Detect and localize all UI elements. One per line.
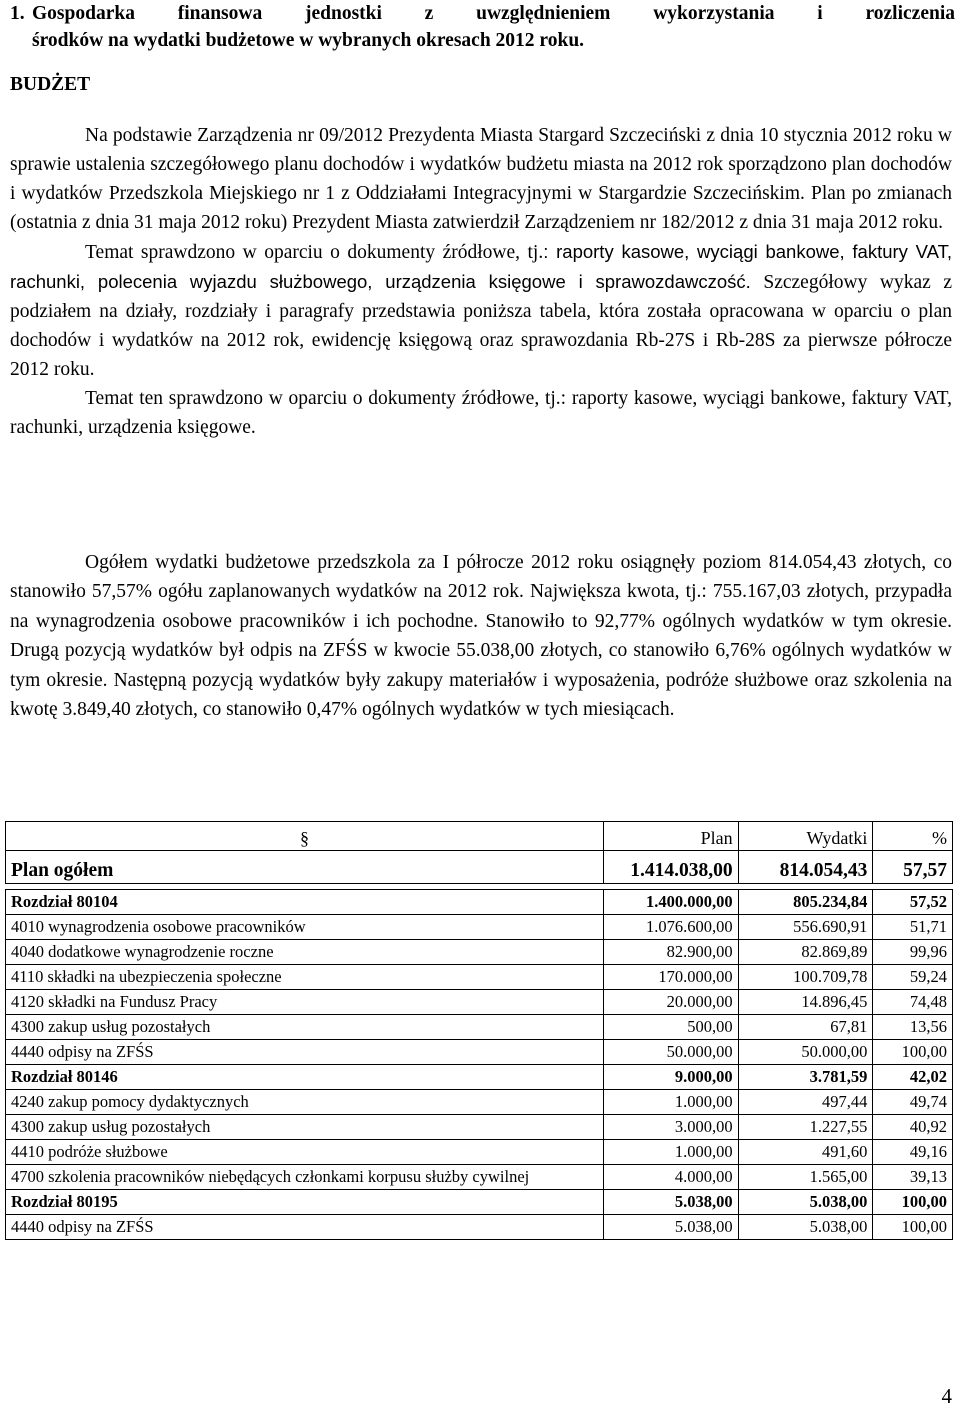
- row-plan: 1.076.600,00: [603, 915, 738, 940]
- row-expenses: 805.234,84: [738, 890, 873, 915]
- table-row: [6, 1015, 953, 1040]
- table-row: [6, 1115, 953, 1140]
- sources-list-text: : raporty kasowe, wyciągi bankowe, faktury VAT, rachunki, polecenia wyjazdu służbowego, urządzenia księgowe i sprawozdawczość.: [10, 241, 952, 292]
- section-heading-text-1: Gospodarka finansowa jednostki z uwzględnieniem wykorzystania i rozliczenia: [32, 3, 955, 24]
- budget-subheading: BUDŻET: [10, 74, 91, 95]
- paragraph-plan: [10, 121, 952, 442]
- budget-table: [5, 821, 953, 1240]
- page-number: 4: [941, 1384, 952, 1408]
- header-percent: %: [873, 822, 953, 851]
- table-header-row: [6, 822, 953, 851]
- row-percent: 42,02: [873, 1065, 953, 1090]
- row-label: 4240 zakup pomocy dydaktycznych: [6, 1090, 604, 1115]
- row-percent: 49,16: [873, 1140, 953, 1165]
- row-plan: 50.000,00: [603, 1040, 738, 1065]
- table-chapter-row: [6, 890, 953, 915]
- row-label: 4410 podróże służbowe: [6, 1140, 604, 1165]
- table-row: [6, 1090, 953, 1115]
- sources-lead-text: Temat sprawdzono w oparciu o dokumenty źródłowe, tj.: [85, 242, 544, 263]
- table-row: [6, 990, 953, 1015]
- row-label: 4440 odpisy na ZFŚS: [6, 1215, 604, 1240]
- row-plan: 5.038,00: [603, 1215, 738, 1240]
- row-plan: 9.000,00: [603, 1065, 738, 1090]
- total-plan: 1.414.038,00: [603, 851, 738, 884]
- table-row: [6, 1140, 953, 1165]
- plan-basis-text: Na podstawie Zarządzenia nr 09/2012 Prezydenta Miasta Stargard Szczeciński z dnia 10 stycznia 2012 roku w sprawie ustalenia szczegółowego planu dochodów i wydatków budżetu miasta na 2012 rok sporządzono plan dochodów i wydatków Przedszkola Miejskiego nr 1 z Oddziałami Integracyjnymi w Stargardzie Szczecińskim.: [10, 125, 952, 204]
- summary-text: Ogółem wydatki budżetowe przedszkola za I półrocze 2012 roku osiągnęły poziom 814.054,43 złotych, co stanowiło 57,57% ogółu zaplanowanych wydatków na 2012 rok. Największa kwota, tj.: 755.167,03 złotych, przypadła na wynagrodzenia osobowe pracowników i ich pochodne. Stanowiło to 92,77% ogólnych wydatków w tym okresie. Drugą pozycją wydatków był odpis na ZFŚS w kwocie 55.038,00 złotych, co stanowiło 6,76% ogólnych wydatków w tym okresie. Następną pozycją wydatków były zakupy materiałów i wyposażenia, podróże służbowe oraz szkolenia na kwotę 3.849,40 złotych, co stanowiło 0,47% ogólnych wydatków w tych miesiącach.: [10, 552, 952, 721]
- row-percent: 100,00: [873, 1190, 953, 1215]
- table-row: [6, 965, 953, 990]
- table-total-row: [6, 851, 953, 884]
- row-percent: 49,74: [873, 1090, 953, 1115]
- row-expenses: 491,60: [738, 1140, 873, 1165]
- row-plan: 82.900,00: [603, 940, 738, 965]
- row-percent: 74,48: [873, 990, 953, 1015]
- row-label: 4300 zakup usług pozostałych: [6, 1115, 604, 1140]
- row-percent: 57,52: [873, 890, 953, 915]
- plan-changes-text: Plan po zmianach (ostatnia z dnia 31 maja 2012 roku) Prezydent Miasta zatwierdził Zarządzeniem nr 182/2012 z dnia 31 maja 2012 roku.: [10, 183, 953, 233]
- row-label: Rozdział 80146: [6, 1065, 604, 1090]
- row-expenses: 5.038,00: [738, 1190, 873, 1215]
- row-label: 4120 składki na Fundusz Pracy: [6, 990, 604, 1015]
- row-label: 4700 szkolenia pracowników niebędących członkami korpusu służby cywilnej: [6, 1165, 604, 1190]
- row-expenses: 556.690,91: [738, 915, 873, 940]
- table-row: [6, 940, 953, 965]
- section-heading: [10, 0, 955, 54]
- row-expenses: 100.709,78: [738, 965, 873, 990]
- row-expenses: 67,81: [738, 1015, 873, 1040]
- row-plan: 5.038,00: [603, 1190, 738, 1215]
- row-expenses: 50.000,00: [738, 1040, 873, 1065]
- section-heading-line2: środków na wydatki budżetowe w wybranych okresach 2012 roku.: [32, 30, 585, 51]
- row-expenses: 3.781,59: [738, 1065, 873, 1090]
- row-expenses: 1.227,55: [738, 1115, 873, 1140]
- row-percent: 40,92: [873, 1115, 953, 1140]
- row-percent: 59,24: [873, 965, 953, 990]
- header-paragraph-symbol: §: [6, 822, 604, 851]
- row-label: 4010 wynagrodzenia osobowe pracowników: [6, 915, 604, 940]
- row-label: Rozdział 80195: [6, 1190, 604, 1215]
- table-row: [6, 1165, 953, 1190]
- row-expenses: 497,44: [738, 1090, 873, 1115]
- header-plan: Plan: [603, 822, 738, 851]
- total-percent: 57,57: [873, 851, 953, 884]
- row-percent: 39,13: [873, 1165, 953, 1190]
- row-expenses: 82.869,89: [738, 940, 873, 965]
- row-plan: 1.400.000,00: [603, 890, 738, 915]
- paragraph-summary: [10, 548, 952, 724]
- header-expenses: Wydatki: [738, 822, 873, 851]
- table-row: [6, 915, 953, 940]
- row-label: 4440 odpisy na ZFŚS: [6, 1040, 604, 1065]
- section-number: 1.: [10, 3, 25, 24]
- row-label: Rozdział 80104: [6, 890, 604, 915]
- row-plan: 20.000,00: [603, 990, 738, 1015]
- paragraph-plan-intro: [10, 121, 952, 237]
- row-percent: 13,56: [873, 1015, 953, 1040]
- table-description-text: Szczegółowy wykaz z podziałem na działy, rozdziały i paragrafy przedstawia poniższa tabela, która została opracowana w oparciu o plan dochodów i wydatków na 2012 rok, ewidencję księgową oraz sprawozdania Rb-27S i Rb-28S za pierwsze półrocze 2012 roku.: [10, 272, 953, 380]
- paragraph-sources: [10, 237, 952, 384]
- total-expenses: 814.054,43: [738, 851, 873, 884]
- row-plan: 1.000,00: [603, 1090, 738, 1115]
- row-plan: 3.000,00: [603, 1115, 738, 1140]
- row-plan: 500,00: [603, 1015, 738, 1040]
- section-heading-line1: [10, 0, 955, 27]
- row-percent: 100,00: [873, 1215, 953, 1240]
- row-percent: 99,96: [873, 940, 953, 965]
- row-plan: 4.000,00: [603, 1165, 738, 1190]
- table-row: [6, 1215, 953, 1240]
- table-row: [6, 1040, 953, 1065]
- row-percent: 51,71: [873, 915, 953, 940]
- paragraph-sources-2: Temat ten sprawdzono w oparciu o dokumenty źródłowe, tj.: raporty kasowe, wyciągi bankowe, faktury VAT, rachunki, urządzenia księgowe.: [10, 388, 952, 438]
- row-expenses: 5.038,00: [738, 1215, 873, 1240]
- table-chapter-row: [6, 1065, 953, 1090]
- row-expenses: 1.565,00: [738, 1165, 873, 1190]
- total-label: Plan ogółem: [6, 851, 604, 884]
- row-label: 4300 zakup usług pozostałych: [6, 1015, 604, 1040]
- row-label: 4040 dodatkowe wynagrodzenie roczne: [6, 940, 604, 965]
- row-plan: 1.000,00: [603, 1140, 738, 1165]
- row-percent: 100,00: [873, 1040, 953, 1065]
- row-expenses: 14.896,45: [738, 990, 873, 1015]
- row-plan: 170.000,00: [603, 965, 738, 990]
- row-label: 4110 składki na ubezpieczenia społeczne: [6, 965, 604, 990]
- table-chapter-row: [6, 1190, 953, 1215]
